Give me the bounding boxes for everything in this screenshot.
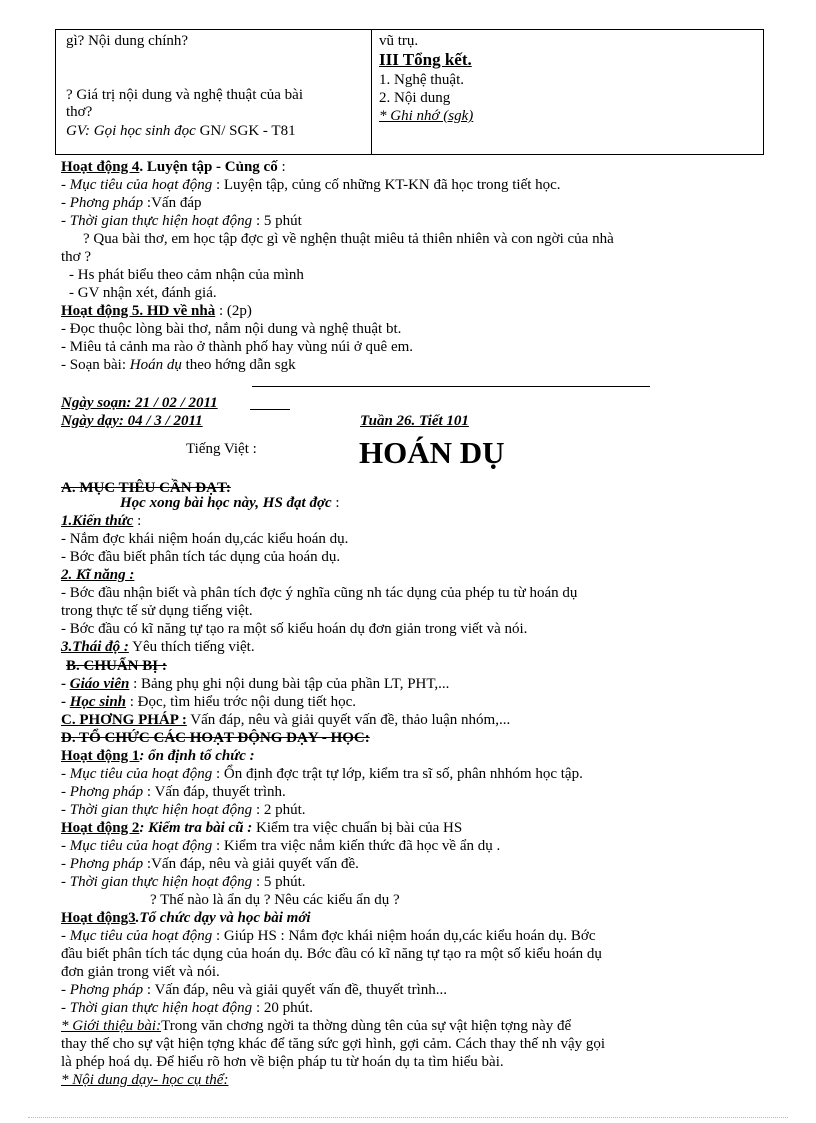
hd1-phuong-phap [61,784,286,801]
hd3-thoi-gian-label: - Thời gian thực hiện hoạt động [61,1000,253,1016]
gioi-thieu-text-1: Trong văn chơng ngời ta thờng dùng tên của sự vật hiện tợng này để [161,1018,572,1034]
hd2-thoi-gian [61,874,306,891]
hoc-sinh-label: Học sinh [69,694,127,710]
table-ghi-nho: * Ghi nhớ (sgk) [379,108,474,124]
ki-nang-1: - Bớc đầu nhận biết và phân tích đợc ý nghĩa cũng nh tác dụng của phép tu từ hoán dụ [61,585,578,601]
hd4-phuong-phap [61,195,202,212]
thai-do-text: Yêu thích tiếng việt. [128,639,255,655]
gioi-thieu-label: * Giới thiệu bài: [61,1018,162,1034]
hd5-item-2: - Miêu tả cảnh ma rào ở thành phố hay vùng núi ở quê em. [61,339,414,355]
hd2-muc-tieu-text: : Kiểm tra việc nắm kiến thức đã học về ẩn dụ . [212,838,501,854]
page-bottom-border [28,1117,788,1118]
hd4-muc-tieu-text: : Luyện tập, củng cố những KT-KN đã học trong tiết học. [212,177,561,193]
tuan-tiet: Tuần 26. Tiết 101 [360,413,469,429]
hd2-heading [61,820,462,837]
hd5-item-3 [61,357,296,374]
table-left-line-1: gì? Nội dung chính? [66,33,189,49]
ngay-day: Ngày dạy: 04 / 3 / 2011 [61,413,203,429]
hd4-answer-1: - Hs phát biểu theo cảm nhận của mình [69,267,304,283]
giao-vien-text: : Bảng phụ ghi nội dung bài tập của phần LT, PHT,... [129,676,450,692]
gioi-thieu-line-2: thay thế cho sự vật hiện tợng khác để tăng sức gợi hình, gợi cảm. Cách thay thế nh vậy gọi [61,1036,606,1052]
hoc-sinh-text: : Đọc, tìm hiểu trớc nội dung tiết học. [126,694,356,710]
hd3-phuong-phap-text: : Vấn đáp, nêu và giải quyết vấn đề, thuyết trình... [143,982,447,998]
hd5-soan-bai-label: - Soạn bài: [61,357,130,373]
hd3-muc-tieu-line-2: đầu biết phân tích tác dụng của hoán dụ. Bớc đầu có kĩ năng tự tạo ra một số kiểu hoán dụ [61,946,602,962]
hd2-phuong-phap [61,856,359,873]
hd1-thoi-gian-text: : 2 phút. [252,802,306,818]
kien-thuc-1: - Nắm đợc khái niệm hoán dụ,các kiểu hoán dụ. [61,531,349,547]
hd4-answer-2: - GV nhận xét, đánh giá. [69,285,217,301]
hd2-thoi-gian-label: - Thời gian thực hiện hoạt động [61,874,253,890]
hd2-heading-label: Hoạt động 2 [61,820,140,836]
hd3-phuong-phap [61,982,447,999]
hd4-thoi-gian-text: : 5 phút [252,213,302,229]
hd2-question: ? Thế nào là ẩn dụ ? Nêu các kiểu ẩn dụ ? [150,892,400,908]
hd2-heading-rest: Kiểm tra việc chuẩn bị bài của HS [252,820,463,836]
giao-vien-label: Giáo viên [69,676,130,692]
table-left-line-2: ? Giá trị nội dung và nghệ thuật của bài [66,87,304,103]
hd5-item-1: - Đọc thuộc lòng bài thơ, nắm nội dung và nghệ thuật bt. [61,321,402,337]
noi-dung-day-hoc: * Nội dung dạy- học cụ thể: [61,1072,229,1088]
ki-nang-heading: 2. Kĩ năng : [61,567,135,583]
thai-do-label: 3.Thái độ : [61,639,129,655]
section-d-heading: D. TỔ CHỨC CÁC HOẠT ĐỘNG DẠY - HỌC: [61,730,370,746]
hd1-thoi-gian [61,802,306,819]
hd4-question-line-2: thơ ? [61,249,92,265]
lesson-title: HOÁN DỤ [359,435,505,470]
hd1-muc-tieu [61,766,583,783]
hd3-thoi-gian-text: : 20 phút. [252,1000,314,1016]
kien-thuc-2: - Bớc đầu biết phân tích tác dụng của hoán dụ. [61,549,341,565]
ngay-soan-underline [250,409,290,410]
hd3-heading-label: Hoạt động3 [61,910,136,926]
hd2-muc-tieu [61,838,500,855]
hd2-phuong-phap-text: :Vấn đáp, nêu và giải quyết vấn đề. [143,856,359,872]
hd5-heading-label: Hoạt động 5. HD về nhà [61,303,216,319]
ki-nang-2: trong thực tế sử dụng tiếng việt. [61,603,253,619]
hd4-heading [61,159,286,176]
section-a-sub-colon: : [331,495,340,511]
table-left-line-3: thơ? [66,104,93,120]
hd1-muc-tieu-text: : Ổn định đợc trật tự lớp, kiểm tra sĩ số, phân nhhóm học tập. [212,766,583,782]
table-column-divider [371,30,372,154]
hd4-heading-label: Hoạt động 4 [61,159,140,175]
hd1-phuong-phap-label: - Phơng pháp [61,784,144,800]
hd2-thoi-gian-text: : 5 phút. [252,874,306,890]
table-right-line-3: 1. Nghệ thuật. [379,72,464,88]
hd5-heading-rest: : (2p) [215,303,252,319]
hd1-muc-tieu-label: - Mục tiêu của hoạt động [61,766,213,782]
hd3-muc-tieu [61,928,596,945]
hd4-phuong-phap-label: - Phơng pháp [61,195,144,211]
section-a-sub [120,495,340,512]
hd1-thoi-gian-label: - Thời gian thực hiện hoạt động [61,802,253,818]
hd4-heading-colon: : [277,159,286,175]
gioi-thieu-line-3: là phép hoá dụ. Để hiểu rõ hơn về biện pháp tu từ hoán dụ ta tìm hiểu bài. [61,1054,504,1070]
hd2-muc-tieu-label: - Mục tiêu của hoạt động [61,838,213,854]
hd3-heading [61,910,311,927]
hd3-muc-tieu-text: : Giúp HS : Nắm đợc khái niệm hoán dụ,các kiểu hoán dụ. Bớc [212,928,596,944]
hd4-question-line-1: ? Qua bài thơ, em học tập đợc gì về nghện thuật miêu tả thiên nhiên và con ngời của nhà [83,231,614,247]
kien-thuc-label: 1.Kiến thức [61,513,134,529]
hd3-muc-tieu-line-3: đơn giản trong viết và nói. [61,964,220,980]
kien-thuc-heading [61,513,141,530]
gioi-thieu-line-1 [61,1018,571,1035]
table-gv-note: GV: Gọi học sinh đọc [66,123,196,139]
hd1-heading-label: Hoạt động 1 [61,748,140,764]
table-left-line-4 [66,123,296,140]
section-c-heading: C. PHƠNG PHÁP : [61,712,187,728]
hd4-muc-tieu [61,177,561,194]
hd5-heading [61,303,252,320]
giao-vien-line: - Giáo viên : Bảng phụ ghi nội dung bài tập của phần LT, PHT,... [61,676,450,692]
table-right-line-4: 2. Nội dung [379,90,451,106]
ngay-soan: Ngày soạn: 21 / 02 / 2011 [61,395,218,411]
kien-thuc-colon: : [133,513,142,529]
hd4-heading-title: . Luyện tập - Củng cố [139,159,278,175]
hd4-muc-tieu-label: - Mục tiêu của hoạt động [61,177,213,193]
hd1-heading [61,748,255,765]
table-right-line-1: vũ trụ. [379,33,419,49]
hd3-thoi-gian [61,1000,313,1017]
table-sgk-ref: GN/ SGK - T81 [199,123,296,139]
hoc-sinh-line: - Học sinh : Đọc, tìm hiểu trớc nội dung tiết học. [61,694,356,710]
section-b-heading: B. CHUẨN BỊ : [66,658,167,674]
section-c-line [61,712,510,729]
section-a-sub-text: Học xong bài học này, HS đạt đợc [120,495,332,511]
hd3-muc-tieu-label: - Mục tiêu của hoạt động [61,928,213,944]
hd5-soan-bai-rest: theo hớng dẫn sgk [181,357,296,373]
mon-tieng-viet: Tiếng Việt : [186,441,257,457]
thai-do [61,639,255,656]
section-c-text: Vấn đáp, nêu và giải quyết vấn đề, thảo luận nhóm,... [186,712,511,728]
hd3-heading-sub: .Tổ chức dạy và học bài mới [135,910,311,926]
hd5-soan-bai-title: Hoán dụ [129,357,182,373]
hd1-heading-sub: : ổn định tổ chức : [139,748,255,764]
section-divider-line [252,386,650,387]
hd1-phuong-phap-text: : Vấn đáp, thuyết trình. [143,784,286,800]
hd4-phuong-phap-text: :Vấn đáp [143,195,202,211]
section-a-heading: A. MỤC TIÊU CẦN ĐẠT: [61,480,231,496]
ki-nang-3: - Bớc đầu có kĩ năng tự tạo ra một số kiểu hoán dụ đơn giản trong viết và nói. [61,621,528,637]
hd2-phuong-phap-label: - Phơng pháp [61,856,144,872]
hd3-phuong-phap-label: - Phơng pháp [61,982,144,998]
hd2-heading-sub: : Kiểm tra bài cũ : [139,820,253,836]
hd4-thoi-gian [61,213,302,230]
hd4-thoi-gian-label: - Thời gian thực hiện hoạt động [61,213,253,229]
table-tong-ket-heading: III Tổng kết. [379,50,472,69]
